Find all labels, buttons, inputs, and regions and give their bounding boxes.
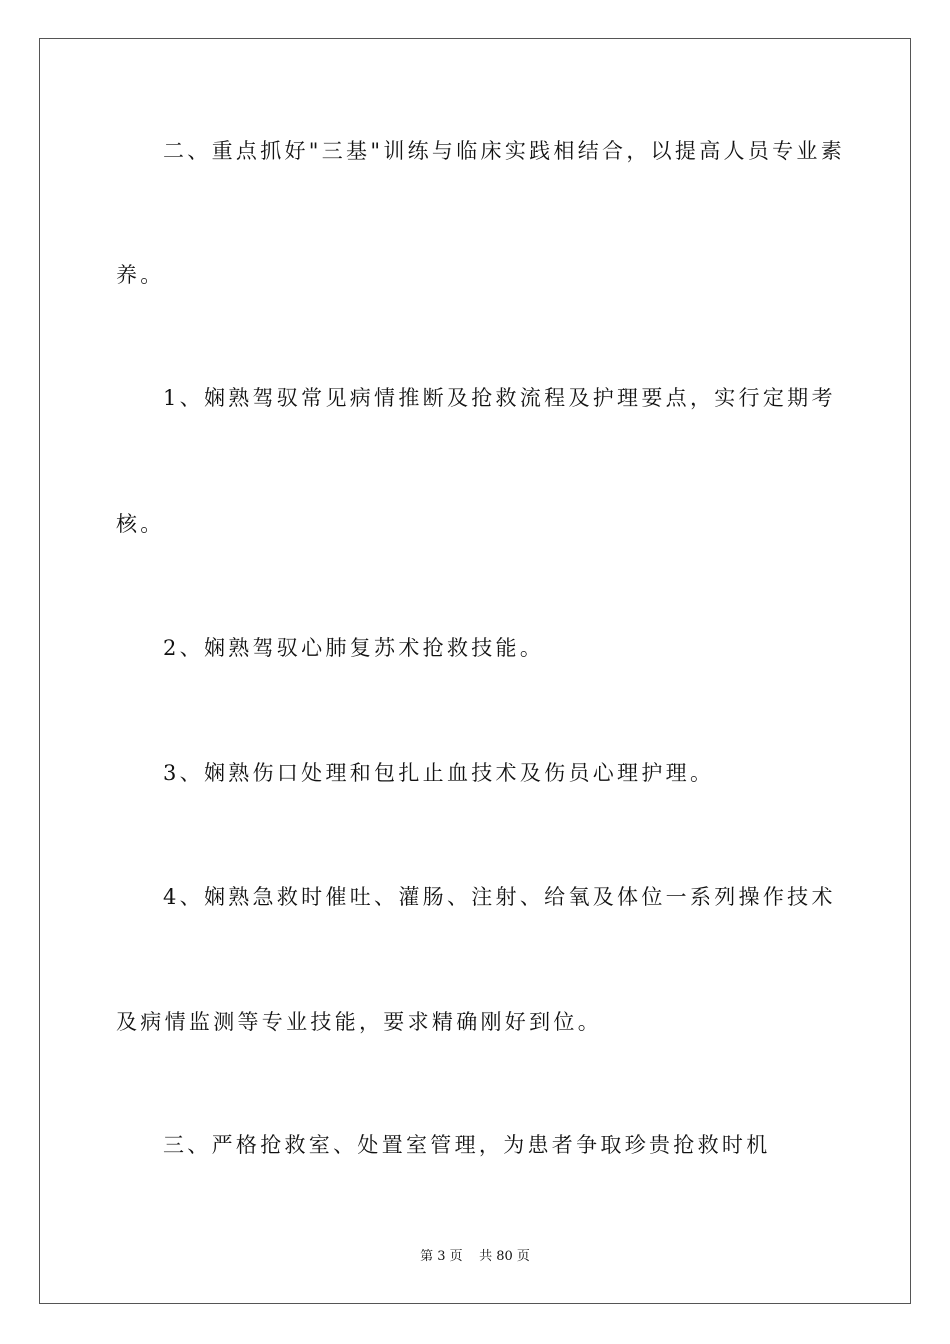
list-item-3: 3、娴熟伤口处理和包扎止血技术及伤员心理护理。: [163, 761, 715, 785]
list-item-2: 2、娴熟驾驭心肺复苏术抢救技能。: [163, 636, 545, 660]
list-item-4-line1: 4、娴熟急救时催吐、灌肠、注射、给氧及体位一系列操作技术: [163, 885, 836, 909]
heading-section-two-line1: 二、重点抓好"三基"训练与临床实践相结合，以提高人员专业素: [163, 139, 846, 163]
page-border: [39, 38, 911, 1304]
heading-section-three: 三、严格抢救室、处置室管理，为患者争取珍贵抢救时机: [163, 1133, 771, 1157]
list-item-1-line2: 核。: [116, 512, 165, 536]
list-item-4-line2: 及病情监测等专业技能，要求精确刚好到位。: [116, 1010, 602, 1034]
list-item-1-line1: 1、娴熟驾驭常见病情推断及抢救流程及护理要点，实行定期考: [163, 386, 836, 410]
page-footer: 第 3 页 共 80 页: [420, 1249, 530, 1264]
heading-section-two-line2: 养。: [116, 263, 165, 287]
